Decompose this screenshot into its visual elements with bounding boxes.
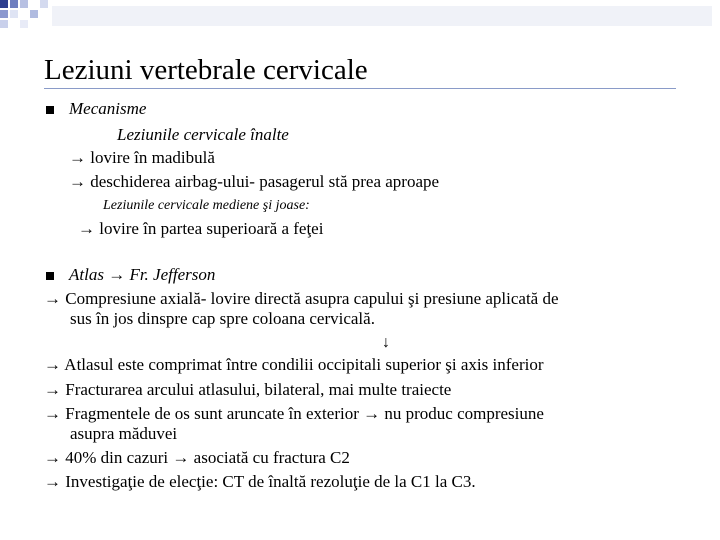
section2-line: → Atlasul este comprimat între condilii occipitali superior şi axis inferior bbox=[44, 355, 544, 374]
down-arrow: ↓ bbox=[382, 334, 390, 351]
section2-line: → Investigaţie de elecţie: CT de înaltă rezoluţie de la C1 la C3. bbox=[44, 472, 476, 491]
section2-line: → Compresiune axială- lovire directă asupra capului şi presiune aplicată de bbox=[44, 289, 559, 308]
section1-sub1: Leziunile cervicale înalte bbox=[117, 125, 289, 144]
section2-line: sus în jos dinspre cap spre coloana cervicală. bbox=[70, 309, 375, 328]
bullet-atlas bbox=[46, 272, 54, 280]
section2-line: → Fragmentele de os sunt aruncate în exterior → nu produc compresiune bbox=[44, 404, 544, 423]
bullet-mecanisme bbox=[46, 106, 54, 114]
section1-line: → deschiderea airbag-ului- pasagerul stă prea aproape bbox=[69, 172, 440, 191]
section2-heading: Atlas → Fr. Jefferson bbox=[69, 265, 216, 284]
header-decoration bbox=[0, 0, 720, 40]
section1-heading: Mecanisme bbox=[69, 99, 147, 118]
section2-line: → 40% din cazuri → asociată cu fractura C2 bbox=[44, 448, 350, 467]
section2-line: → Fracturarea arcului atlasului, bilateral, mai multe traiecte bbox=[44, 380, 452, 399]
section1-line: → lovire în madibulă bbox=[69, 148, 215, 167]
section2-line: asupra măduvei bbox=[70, 424, 178, 443]
section1-sub2: Leziunile cervicale mediene şi joase: bbox=[103, 198, 310, 213]
title-divider bbox=[44, 88, 676, 89]
slide-title: Leziuni vertebrale cervicale bbox=[44, 54, 368, 86]
section1-line2: → lovire în partea superioară a feţei bbox=[78, 219, 324, 238]
